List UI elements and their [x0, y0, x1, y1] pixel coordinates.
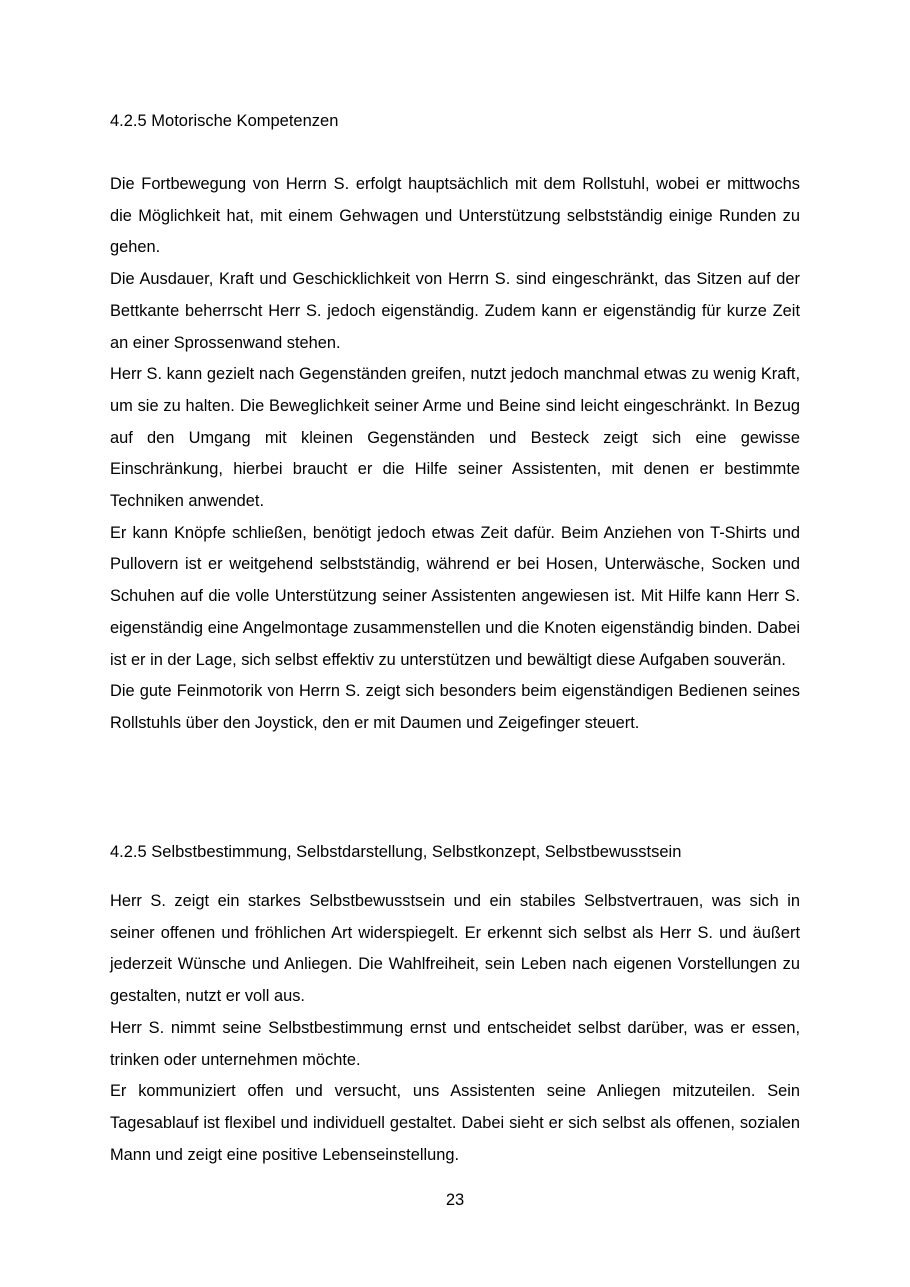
paragraph: Er kommuniziert offen und versucht, uns Assistenten seine Anliegen mitzuteilen. Sein Tagesablauf ist flexibel und individuell gestaltet. Dabei sieht er sich selbst als offenen, sozialen Mann und zeigt eine positive Lebenseinstellung. — [110, 1082, 800, 1164]
section-body-motor-skills — [110, 169, 800, 740]
paragraph: Herr S. kann gezielt nach Gegenständen greifen, nutzt jedoch manchmal etwas zu wenig Kraft, um sie zu halten. Die Beweglichkeit seiner Arme und Beine sind leicht eingeschränkt. In Bezug auf den Umgang mit kleinen Gegenständen und Besteck zeigt sich eine gewisse Einschränkung, hierbei braucht er die Hilfe seiner Assistenten, mit denen er bestimmte Techniken anwendet. — [110, 365, 800, 511]
paragraph: Die Fortbewegung von Herrn S. erfolgt hauptsächlich mit dem Rollstuhl, wobei er mittwochs die Möglichkeit hat, mit einem Gehwagen und Unterstützung selbstständig einige Runden zu gehen. — [110, 175, 800, 257]
paragraph: Er kann Knöpfe schließen, benötigt jedoch etwas Zeit dafür. Beim Anziehen von T-Shirts und Pullovern ist er weitgehend selbstständig, während er bei Hosen, Unterwäsche, Socken und Schuhen auf die volle Unterstützung seiner Assistenten angewiesen ist. Mit Hilfe kann Herr S. eigenständig eine Angelmontage zusammenstellen und die Knoten eigenständig binden. Dabei ist er in der Lage, sich selbst effektiv zu unterstützen und bewältigt diese Aufgaben souverän. — [110, 523, 800, 669]
paragraph: Herr S. nimmt seine Selbstbestimmung ernst und entscheidet selbst darüber, was er essen, trinken oder unternehmen möchte. — [110, 1018, 800, 1069]
paragraph: Die Ausdauer, Kraft und Geschicklichkeit von Herrn S. sind eingeschränkt, das Sitzen auf der Bettkante beherrscht Herr S. jedoch eigenständig. Zudem kann er eigenständig für kurze Zeit an einer Sprossenwand stehen. — [110, 270, 800, 352]
page-number: 23 — [445, 1191, 465, 1209]
paragraph: Die gute Feinmotorik von Herrn S. zeigt sich besonders beim eigenständigen Bedienen seines Rollstuhls über den Joystick, den er mit Daumen und Zeigefinger steuert. — [110, 682, 800, 732]
section-heading-motor-skills: 4.2.5 Motorische Kompetenzen — [110, 112, 339, 130]
section-body-self-determination — [110, 886, 800, 1171]
section-heading-self-determination: 4.2.5 Selbstbestimmung, Selbstdarstellung, Selbstkonzept, Selbstbewusstsein — [110, 843, 682, 861]
paragraph: Herr S. zeigt ein starkes Selbstbewusstsein und ein stabiles Selbstvertrauen, was sich in seiner offenen und fröhlichen Art widerspiegelt. Er erkennt sich selbst als Herr S. und äußert jederzeit Wünsche und Anliegen. Die Wahlfreiheit, sein Leben nach eigenen Vorstellungen zu gestalten, nutzt er voll aus. — [110, 892, 800, 1006]
